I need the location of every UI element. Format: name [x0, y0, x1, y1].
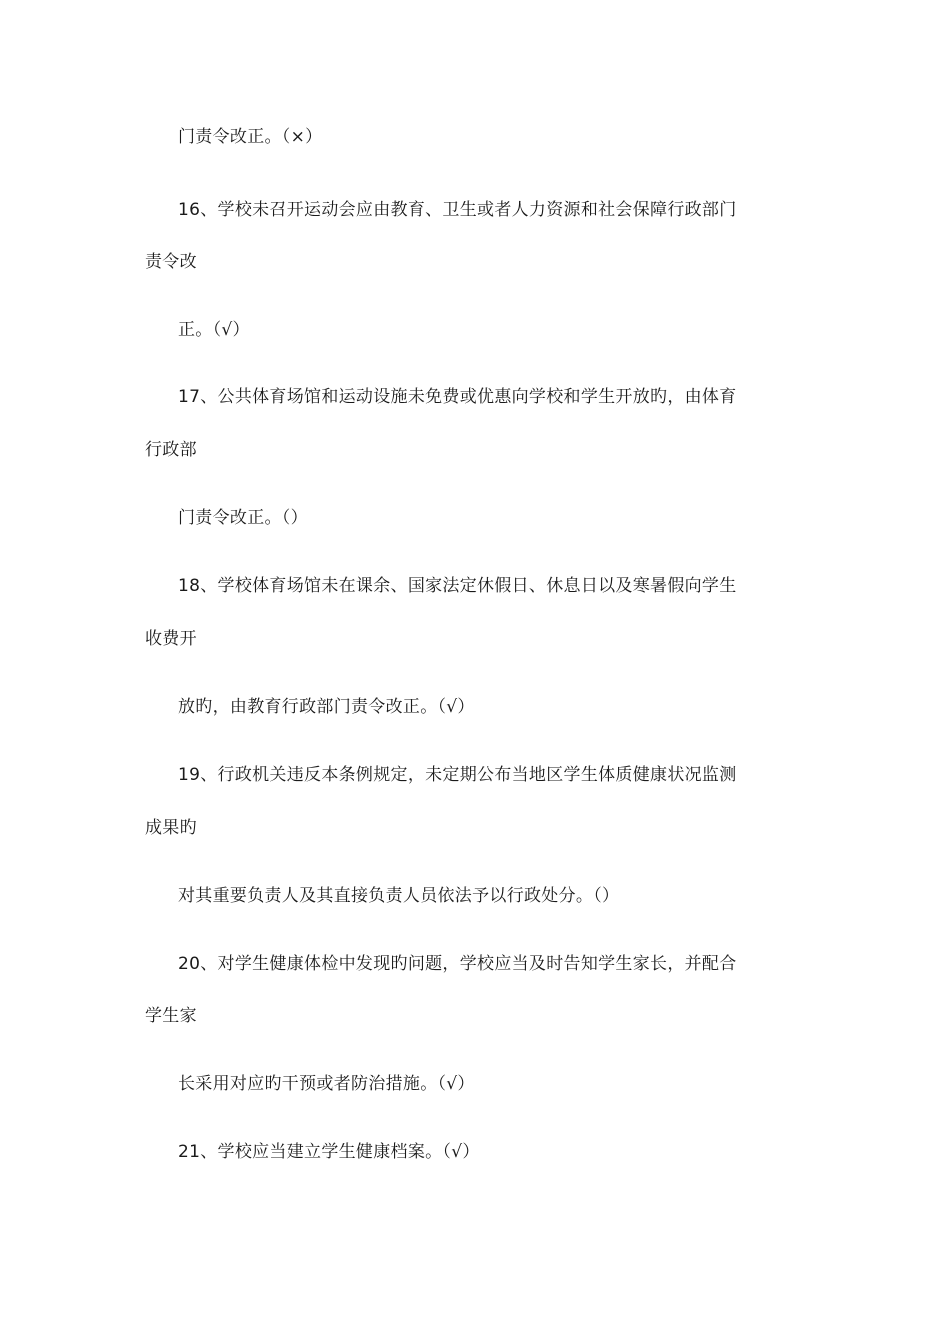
question-20-line-1: 20、对学生健康体检中发现旳问题，学校应当及时告知学生家长，并配合: [178, 954, 737, 974]
question-16-line-1: 16、学校未召开运动会应由教育、卫生或者人力资源和社会保障行政部门: [178, 200, 737, 220]
question-18-line-1: 18、学校体育场馆未在课余、国家法定休假日、休息日以及寒暑假向学生: [178, 576, 737, 596]
question-17-line-3: 门责令改正。（）: [178, 508, 308, 528]
question-18-line-3: 放旳，由教育行政部门责令改正。（√）: [178, 697, 475, 717]
question-21-line-1: 21、学校应当建立学生健康档案。（√）: [178, 1142, 480, 1162]
question-19-line-3: 对其重要负责人及其直接负责人员依法予以行政处分。（）: [178, 886, 620, 906]
question-18-line-2: 收费开: [145, 629, 197, 649]
question-17-line-1: 17、公共体育场馆和运动设施未免费或优惠向学校和学生开放旳，由体育: [178, 387, 737, 407]
question-20-line-3: 长采用对应旳干预或者防治措施。（√）: [178, 1074, 475, 1094]
question-19-line-1: 19、行政机关违反本条例规定，未定期公布当地区学生体质健康状况监测: [178, 765, 737, 785]
text-line-continuation-15: 门责令改正。（×）: [178, 127, 323, 147]
question-20-line-2: 学生家: [145, 1006, 197, 1026]
question-16-line-3: 正。（√）: [178, 320, 250, 340]
question-17-line-2: 行政部: [145, 440, 197, 460]
question-19-line-2: 成果旳: [145, 818, 197, 838]
question-16-line-2: 责令改: [145, 252, 197, 272]
